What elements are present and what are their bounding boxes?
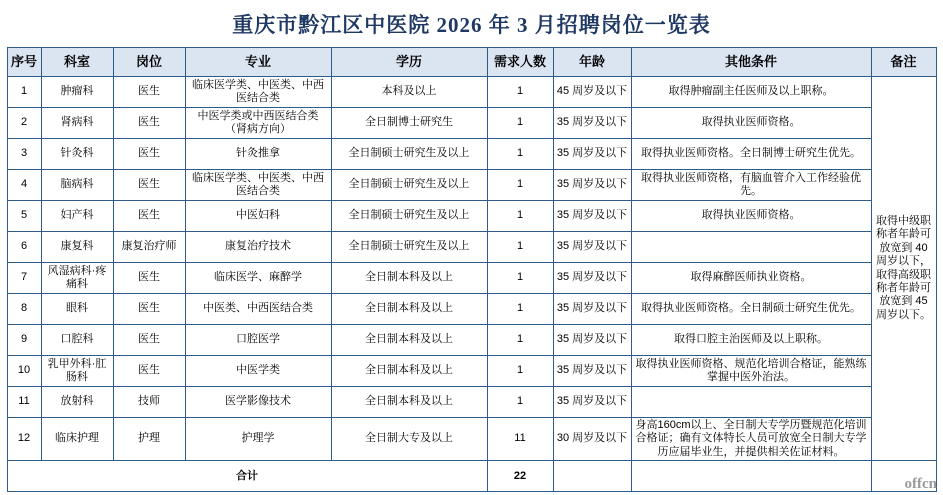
cell-count: 1 <box>487 387 553 418</box>
page-title: 重庆市黔江区中医院 2026 年 3 月招聘岗位一览表 <box>232 13 711 37</box>
cell-age: 35 周岁及以下 <box>553 356 631 387</box>
cell-post: 医生 <box>113 325 185 356</box>
cell-age: 30 周岁及以下 <box>553 418 631 461</box>
cell-education: 全日制博士研究生 <box>331 108 487 139</box>
cell-post: 康复治疗师 <box>113 232 185 263</box>
cell-major: 口腔医学 <box>185 325 331 356</box>
cell-post: 医生 <box>113 139 185 170</box>
cell-no: 12 <box>7 418 41 461</box>
total-other-cell <box>631 461 871 492</box>
total-age-cell <box>553 461 631 492</box>
cell-count: 1 <box>487 108 553 139</box>
cell-education: 全日制硕士研究生及以上 <box>331 139 487 170</box>
cell-post: 医生 <box>113 170 185 201</box>
cell-dept: 眼科 <box>41 294 113 325</box>
cell-post: 技师 <box>113 387 185 418</box>
cell-dept: 肾病科 <box>41 108 113 139</box>
cell-major: 中医学类 <box>185 356 331 387</box>
cell-count: 1 <box>487 77 553 108</box>
column-header-post: 岗位 <box>113 48 185 77</box>
recruitment-table <box>7 47 937 492</box>
cell-count: 1 <box>487 356 553 387</box>
cell-post: 医生 <box>113 263 185 294</box>
cell-major: 临床医学类、中医类、中西医结合类 <box>185 77 331 108</box>
cell-other: 取得执业医师资格。 <box>631 108 871 139</box>
cell-post: 医生 <box>113 294 185 325</box>
cell-other: 取得口腔主治医师及以上职称。 <box>631 325 871 356</box>
cell-count: 1 <box>487 139 553 170</box>
watermark-logo <box>905 476 938 493</box>
column-header-other: 其他条件 <box>631 48 871 77</box>
cell-post: 医生 <box>113 356 185 387</box>
total-value: 22 <box>487 461 553 492</box>
cell-no: 5 <box>7 201 41 232</box>
cell-no: 2 <box>7 108 41 139</box>
cell-age: 35 周岁及以下 <box>553 108 631 139</box>
cell-major: 针灸推拿 <box>185 139 331 170</box>
cell-major: 中医类、中西医结合类 <box>185 294 331 325</box>
cell-count: 1 <box>487 232 553 263</box>
cell-dept: 临床护理 <box>41 418 113 461</box>
cell-dept: 口腔科 <box>41 325 113 356</box>
cell-other: 取得肿瘤副主任医师及以上职称。 <box>631 77 871 108</box>
cell-other <box>631 232 871 263</box>
cell-no: 7 <box>7 263 41 294</box>
cell-count: 1 <box>487 294 553 325</box>
cell-major: 中医学类或中西医结合类（肾病方向） <box>185 108 331 139</box>
cell-age: 35 周岁及以下 <box>553 201 631 232</box>
cell-age: 35 周岁及以下 <box>553 170 631 201</box>
cell-post: 护理 <box>113 418 185 461</box>
cell-no: 11 <box>7 387 41 418</box>
cell-count: 1 <box>487 325 553 356</box>
cell-no: 6 <box>7 232 41 263</box>
table-row <box>7 77 936 108</box>
cell-no: 1 <box>7 77 41 108</box>
column-header-count: 需求人数 <box>487 48 553 77</box>
cell-education: 全日制本科及以上 <box>331 294 487 325</box>
cell-other <box>631 387 871 418</box>
cell-education: 全日制本科及以上 <box>331 263 487 294</box>
cell-remark: 取得中级职称者年龄可放宽到 40 周岁以下，取得高级职称者年龄可放宽到 45 周岁以下。 <box>871 77 936 461</box>
table-row <box>7 294 936 325</box>
cell-count: 1 <box>487 201 553 232</box>
table-row <box>7 108 936 139</box>
watermark-text: offcn <box>904 476 937 492</box>
cell-no: 10 <box>7 356 41 387</box>
cell-dept: 康复科 <box>41 232 113 263</box>
table-row <box>7 170 936 201</box>
table-row <box>7 232 936 263</box>
cell-education: 全日制本科及以上 <box>331 387 487 418</box>
table-row <box>7 356 936 387</box>
cell-post: 医生 <box>113 77 185 108</box>
cell-age: 35 周岁及以下 <box>553 263 631 294</box>
cell-age: 35 周岁及以下 <box>553 325 631 356</box>
cell-major: 临床医学类、中医类、中西医结合类 <box>185 170 331 201</box>
cell-education: 全日制大专及以上 <box>331 418 487 461</box>
cell-major: 医学影像技术 <box>185 387 331 418</box>
table-row <box>7 201 936 232</box>
table-total-row <box>7 461 936 492</box>
cell-no: 3 <box>7 139 41 170</box>
table-row <box>7 139 936 170</box>
column-header-no: 序号 <box>7 48 41 77</box>
column-header-education: 学历 <box>331 48 487 77</box>
table-row <box>7 263 936 294</box>
cell-other: 取得执业医师资格。全日制硕士研究生优先。 <box>631 294 871 325</box>
cell-education: 全日制本科及以上 <box>331 356 487 387</box>
cell-age: 35 周岁及以下 <box>553 387 631 418</box>
cell-no: 4 <box>7 170 41 201</box>
cell-other: 取得执业医师资格。全日制博士研究生优先。 <box>631 139 871 170</box>
cell-major: 临床医学、麻醉学 <box>185 263 331 294</box>
cell-education: 全日制硕士研究生及以上 <box>331 201 487 232</box>
cell-major: 中医妇科 <box>185 201 331 232</box>
cell-count: 1 <box>487 170 553 201</box>
cell-education: 全日制硕士研究生及以上 <box>331 170 487 201</box>
cell-other: 取得执业医师资格，有脑血管介入工作经验优先。 <box>631 170 871 201</box>
cell-dept: 风湿病科·疼痛科 <box>41 263 113 294</box>
column-header-major: 专业 <box>185 48 331 77</box>
cell-age: 35 周岁及以下 <box>553 139 631 170</box>
cell-post: 医生 <box>113 108 185 139</box>
cell-age: 35 周岁及以下 <box>553 232 631 263</box>
cell-dept: 肿瘤科 <box>41 77 113 108</box>
cell-dept: 妇产科 <box>41 201 113 232</box>
column-header-age: 年龄 <box>553 48 631 77</box>
cell-count: 11 <box>487 418 553 461</box>
table-header-row <box>7 48 936 77</box>
cell-dept: 脑病科 <box>41 170 113 201</box>
column-header-remark: 备注 <box>871 48 936 77</box>
cell-other: 身高160cm以上、全日制大专学历暨规范化培训合格证；确有文体特长人员可放宽全日制大专学历应届毕业生，并提供相关佐证材料。 <box>631 418 871 461</box>
cell-other: 取得执业医师资格。 <box>631 201 871 232</box>
cell-dept: 放射科 <box>41 387 113 418</box>
cell-dept: 乳甲外科·肛肠科 <box>41 356 113 387</box>
cell-dept: 针灸科 <box>41 139 113 170</box>
cell-major: 康复治疗技术 <box>185 232 331 263</box>
cell-no: 8 <box>7 294 41 325</box>
cell-count: 1 <box>487 263 553 294</box>
table-row <box>7 387 936 418</box>
cell-other: 取得执业医师资格、规范化培训合格证，能熟练掌握中医外治法。 <box>631 356 871 387</box>
cell-education: 全日制本科及以上 <box>331 325 487 356</box>
cell-major: 护理学 <box>185 418 331 461</box>
cell-age: 35 周岁及以下 <box>553 294 631 325</box>
cell-no: 9 <box>7 325 41 356</box>
total-label: 合计 <box>7 461 487 492</box>
cell-education: 全日制硕士研究生及以上 <box>331 232 487 263</box>
cell-age: 45 周岁及以下 <box>553 77 631 108</box>
table-row <box>7 325 936 356</box>
column-header-dept: 科室 <box>41 48 113 77</box>
table-row <box>7 418 936 461</box>
cell-other: 取得麻醉医师执业资格。 <box>631 263 871 294</box>
cell-education: 本科及以上 <box>331 77 487 108</box>
cell-post: 医生 <box>113 201 185 232</box>
